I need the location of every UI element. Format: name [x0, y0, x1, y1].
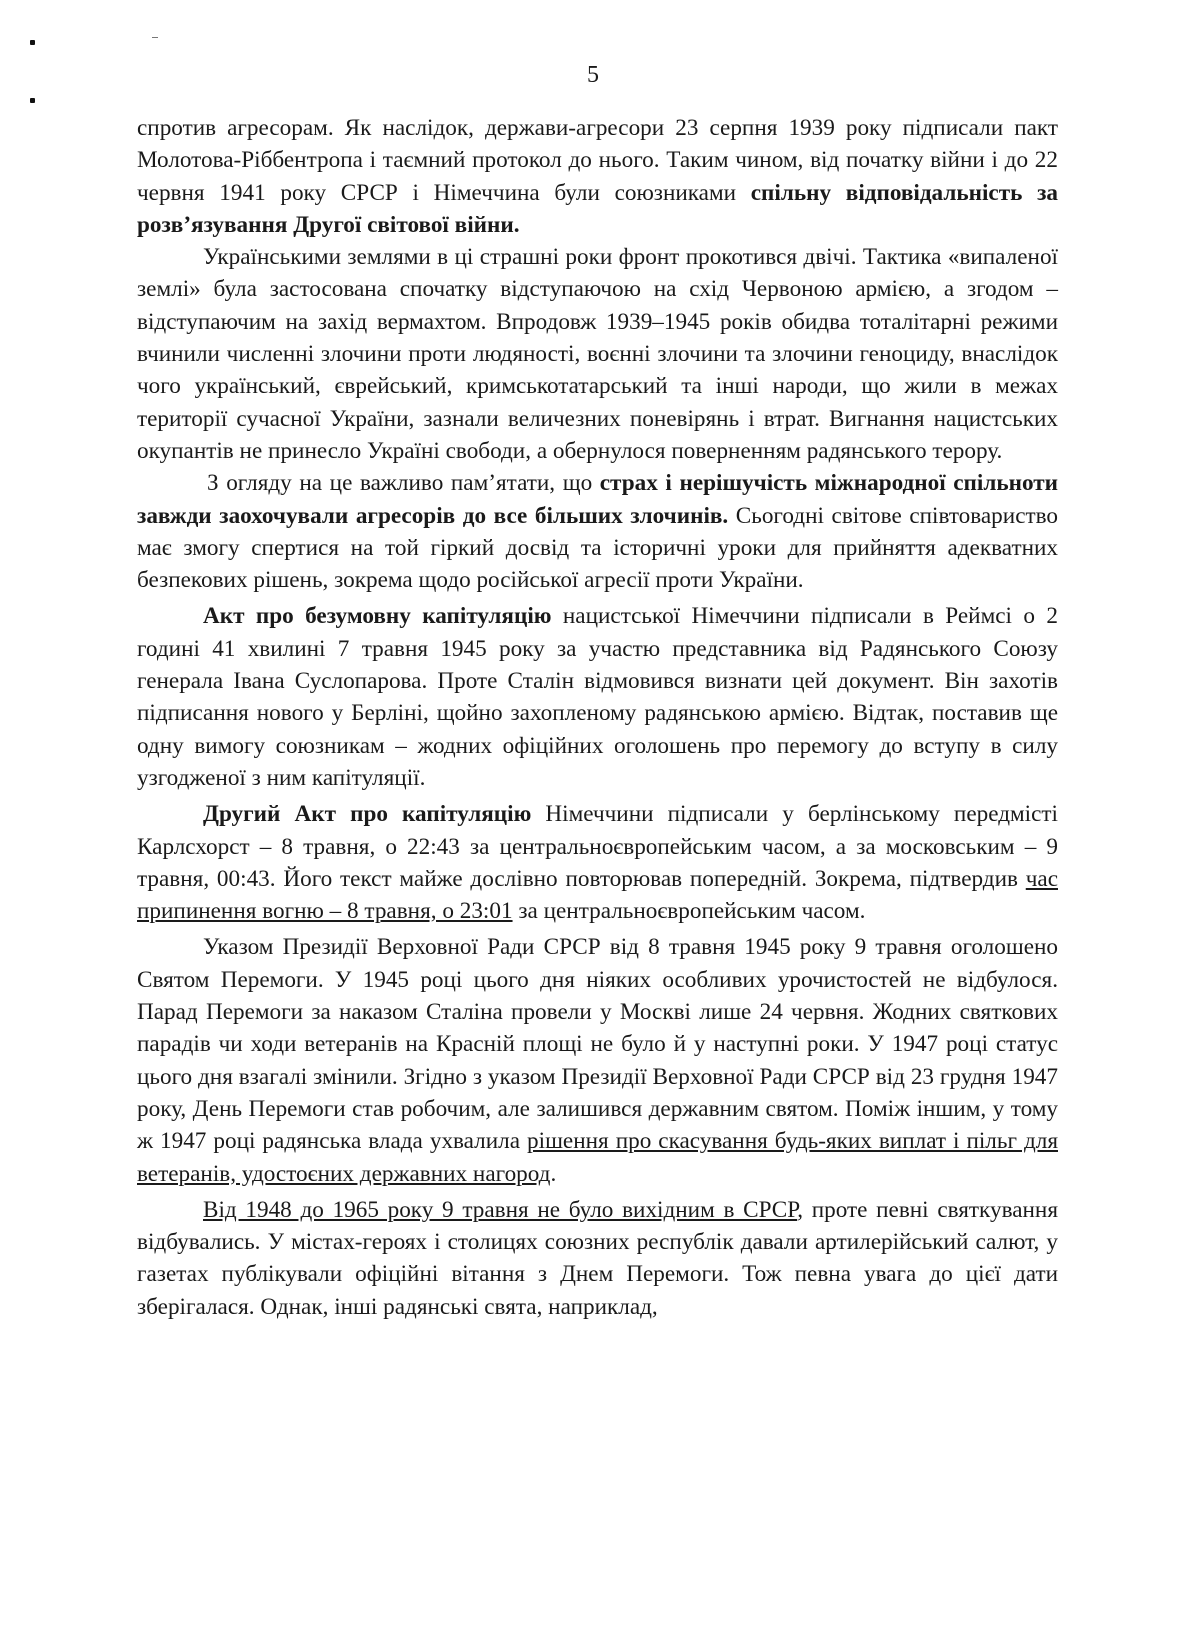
paragraph-5-bold-phrase: Другий Акт про капітуляцію	[203, 801, 532, 828]
paragraph-3-text-b: Сьогодні світове співтовариство має змогу спертися на той гіркий досвід та історичні уроки для прийняття адекватних безпекових рішень, зокрема щодо російської агресії проти України.	[137, 502, 1058, 594]
paragraph-2	[137, 241, 1058, 467]
paragraph-7	[137, 1194, 1058, 1323]
scan-mark-bottom	[30, 98, 35, 103]
scan-mark-dash	[152, 37, 158, 38]
paragraph-3-bold-phrase: страх і нерішучість міжнародної спільноти завжди заохочували агресорів до все більших злочинів.	[137, 470, 1058, 529]
paragraph-7-underlined-phrase: Від 1948 до 1965 року 9 травня не було вихідним в СРСР	[203, 1196, 798, 1223]
document-body	[137, 112, 1058, 1323]
paragraph-5-text-a: Німеччини підписали у берлінському передмісті Карлсхорст – 8 травня, о 22:43 за центральноєвропейським часом, а за московським – 9 травня, 00:43. Його текст майже дослівно повторював попередній. Зокрема, підтвердив	[137, 801, 1058, 892]
paragraph-2-text: Українськими землями в ці страшні роки фронт прокотився двічі. Тактика «випаленої землі» була застосована спочатку відступаючою на схід Червоною армією, а згодом – відступаючим на захід вермахтом. Впродовж 1939–1945 років обидва тоталітарні режими вчинили численні злочини проти людяності, воєнні злочини та злочини геноциду, внаслідок чого український, єврейський, кримськотатарський та інші народи, що жили в межах території сучасної України, зазнали величезних поневірянь і втрат. Вигнання нацистських окупантів не принесло Україні свободи, а обернулося поверненням радянського терору.	[137, 244, 1058, 464]
page-number: 5	[587, 62, 599, 88]
paragraph-1	[137, 112, 1058, 241]
paragraph-3	[137, 467, 1058, 596]
paragraph-1-text: спротив агресорам. Як наслідок, держави-агресори 23 серпня 1939 року підписали пакт Молотова-Ріббентропа і таємний протокол до нього. Таким чином, від початку війни і до 22 червня 1941 року СРСР і Німеччина були союзниками	[137, 115, 1058, 206]
paragraph-1-bold-phrase: спільну відповідальність за розв’язування Другої світової війни.	[137, 179, 1058, 238]
paragraph-6-underlined-phrase: рішення про скасування будь-яких виплат і пільг для ветеранів, удостоєних державних нагород	[137, 1128, 1058, 1187]
paragraph-6-text-b: .	[550, 1160, 557, 1187]
paragraph-4-text: нацистської Німеччини підписали в Реймсі о 2 годині 41 хвилині 7 травня 1945 року за участю представника від Радянського Союзу генерала Івана Суслопарова. Проте Сталін відмовився визнати цей документ. Він захотів підписання нового у Берліні, щойно захопленому радянською армією. Відтак, поставив ще одну вимогу союзникам – жодних офіційних оголошень про перемогу до вступу в силу узгодженої з ним капітуляції.	[137, 603, 1058, 791]
paragraph-6-text-a: Указом Президії Верховної Ради СРСР від 8 травня 1945 року 9 травня оголошено Святом Перемоги. У 1945 році цього дня ніяких особливих урочистостей не відбулося. Парад Перемоги за наказом Сталіна провели у Москві лише 24 червня. Жодних святкових парадів чи ходи ветеранів на Красній площі не було й у наступні роки. У 1947 році статус цього дня взагалі змінили. Згідно з указом Президії Верховної Ради СРСР від 23 грудня 1947 року, День Перемоги став робочим, але залишився державним святом. Поміж іншим, у тому ж 1947 році радянська влада ухвалила	[137, 934, 1058, 1155]
paragraph-4	[137, 600, 1058, 794]
paragraph-7-text: , проте певні святкування відбувались. У містах-героях і столицях союзних республік давали артилерійський салют, у газетах публікували офіційні вітання з Днем Перемоги. Тож певна увага до цієї дати зберігалася. Однак, інші радянські свята, наприклад,	[137, 1196, 1058, 1320]
paragraph-5-text-b: за центральноєвропейським часом.	[512, 898, 866, 925]
paragraph-5	[137, 798, 1058, 927]
paragraph-4-bold-phrase: Акт про безумовну капітуляцію	[203, 603, 552, 630]
paragraph-5-underlined-phrase: час припинення вогню – 8 травня, о 23:01	[137, 865, 1058, 925]
scan-mark-top	[30, 40, 35, 45]
paragraph-6	[137, 931, 1058, 1189]
paragraph-3-text-a: З огляду на це важливо пам’ятати, що	[207, 470, 600, 497]
